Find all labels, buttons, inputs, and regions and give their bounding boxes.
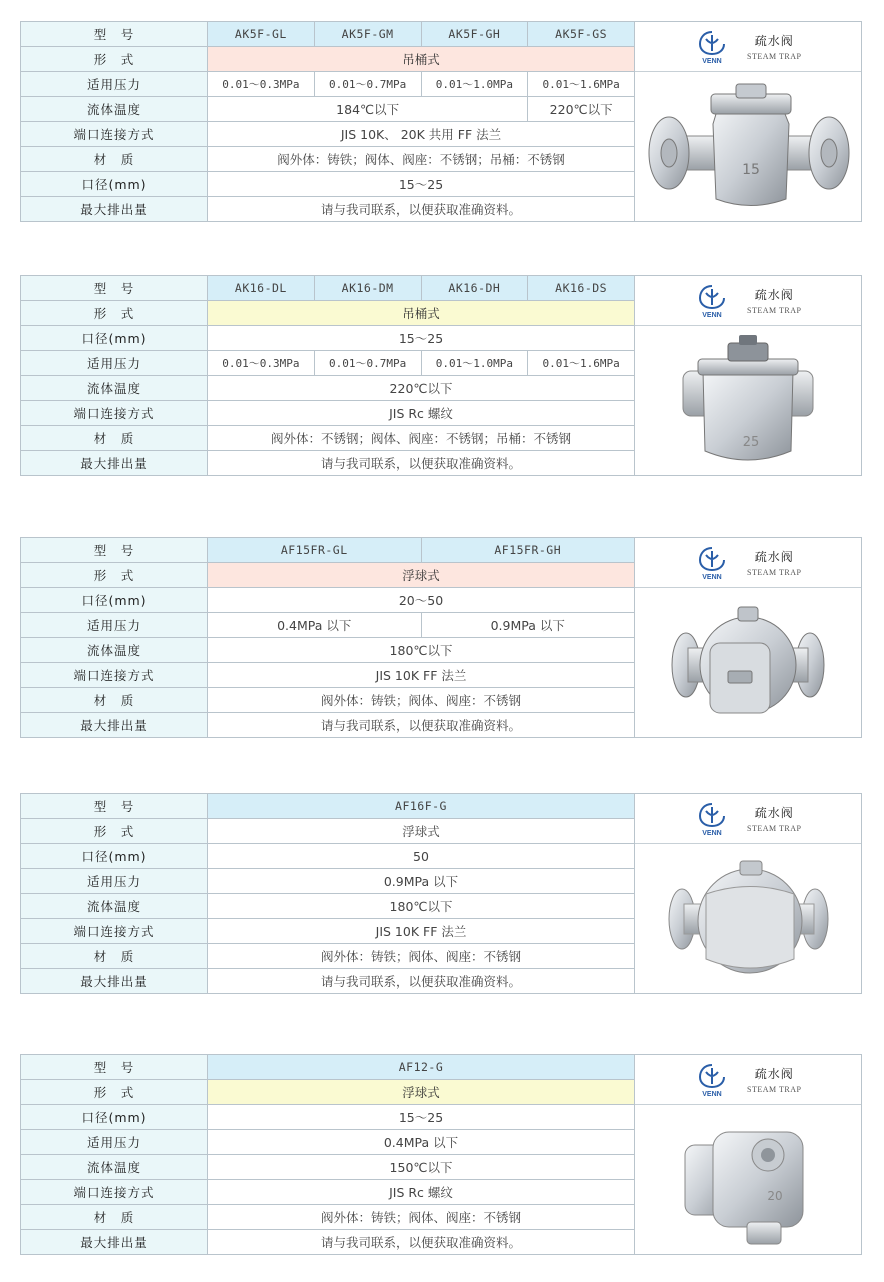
label-model: 型 号 [21,22,208,47]
spec-table [20,793,635,994]
label-model: 型 号 [21,794,208,819]
label-type: 形 式 [21,819,208,844]
label-size: 口径(mm) [21,1105,208,1130]
model-cell: AK5F-GH [421,22,528,47]
label-max-discharge: 最大排出量 [21,713,208,738]
label-material: 材 质 [21,1205,208,1230]
label-type: 形 式 [21,563,208,588]
label-connection: 端口连接方式 [21,401,208,426]
brand-name-en: STEAM TRAP [747,306,802,315]
model-cell: AK16-DM [314,276,421,301]
pressure-value: 0.4MPa 以下 [208,613,422,638]
connection-value: JIS Rc 螺纹 [208,401,635,426]
product-photo [635,326,861,475]
label-temp: 流体温度 [21,1155,208,1180]
steam-trap-float-threaded-image [673,1110,823,1250]
steam-trap-float-large-image [666,849,831,989]
label-pressure: 适用压力 [21,869,208,894]
svg-text:20: 20 [767,1188,783,1203]
label-size: 口径(mm) [21,172,208,197]
label-size: 口径(mm) [21,844,208,869]
product-block-ak16 [20,275,862,476]
venn-logo-icon: VENN [697,545,727,581]
brand-header [635,276,861,326]
label-material: 材 质 [21,426,208,451]
label-model: 型 号 [21,276,208,301]
brand-name-cn: 疏水阀 [754,288,794,302]
max-discharge-value: 请与我司联系，以便获取准确资料。 [208,1230,635,1255]
label-max-discharge: 最大排出量 [21,1230,208,1255]
label-pressure: 适用压力 [21,1130,208,1155]
venn-logo-icon: VENN [697,1062,727,1098]
label-temp: 流体温度 [21,376,208,401]
spec-table [20,21,635,222]
label-type: 形 式 [21,47,208,72]
product-photo [635,588,861,737]
product-photo [635,1105,861,1254]
material-value: 阀外体：不锈钢；阀体、阀座：不锈钢；吊桶：不锈钢 [208,426,635,451]
model-cell: AK16-DH [421,276,528,301]
model-cell: AF15FR-GL [208,538,422,563]
type-value: 吊桶式 [208,47,635,72]
type-value: 浮球式 [208,819,635,844]
pressure-value: 0.01～1.0MPa [421,351,528,376]
size-value: 20～50 [208,588,635,613]
svg-text:15: 15 [741,162,760,178]
label-material: 材 质 [21,944,208,969]
temp-value: 184℃以下 [208,97,528,122]
venn-logo-icon: VENN [697,283,727,319]
product-photo [635,72,861,221]
pressure-value: 0.01～0.7MPa [314,72,421,97]
product-side-panel [635,537,862,738]
material-value: 阀外体：铸铁；阀体、阀座：不锈钢 [208,944,635,969]
model-cell: AK5F-GL [208,22,315,47]
label-temp: 流体温度 [21,638,208,663]
type-value: 浮球式 [208,1080,635,1105]
product-side-panel [635,1054,862,1255]
max-discharge-value: 请与我司联系，以便获取准确资料。 [208,197,635,222]
pressure-value: 0.01～0.3MPa [208,351,315,376]
product-side-panel [635,21,862,222]
label-connection: 端口连接方式 [21,663,208,688]
product-side-panel [635,793,862,994]
label-size: 口径(mm) [21,326,208,351]
brand-name-en: STEAM TRAP [747,568,802,577]
size-value: 50 [208,844,635,869]
material-value: 阀外体：铸铁；阀体、阀座：不锈钢；吊桶：不锈钢 [208,147,635,172]
brand-name-en: STEAM TRAP [747,1085,802,1094]
brand-header [635,538,861,588]
size-value: 15～25 [208,326,635,351]
product-block-af16f [20,793,862,994]
pressure-value: 0.01～0.3MPa [208,72,315,97]
label-pressure: 适用压力 [21,613,208,638]
label-model: 型 号 [21,538,208,563]
model-cell: AF12-G [208,1055,635,1080]
label-material: 材 质 [21,147,208,172]
pressure-value: 0.01～1.0MPa [421,72,528,97]
label-model: 型 号 [21,1055,208,1080]
venn-logo-icon: VENN [697,801,727,837]
temp-value: 180℃以下 [208,638,635,663]
model-cell: AK16-DS [528,276,635,301]
brand-header [635,22,861,72]
temp-value: 220℃以下 [528,97,635,122]
model-cell: AK5F-GM [314,22,421,47]
pressure-value: 0.01～1.6MPa [528,351,635,376]
temp-value: 150℃以下 [208,1155,635,1180]
model-cell: AK5F-GS [528,22,635,47]
brand-header [635,794,861,844]
size-value: 15～25 [208,1105,635,1130]
pressure-value: 0.01～1.6MPa [528,72,635,97]
label-connection: 端口连接方式 [21,919,208,944]
steam-trap-threaded-bucket-image [673,331,823,471]
label-temp: 流体温度 [21,894,208,919]
temp-value: 180℃以下 [208,894,635,919]
brand-name-cn: 疏水阀 [754,806,794,820]
product-side-panel [635,275,862,476]
brand-name-cn: 疏水阀 [754,34,794,48]
label-connection: 端口连接方式 [21,1180,208,1205]
product-block-ak5f [20,21,862,222]
temp-value: 220℃以下 [208,376,635,401]
connection-value: JIS 10K FF 法兰 [208,663,635,688]
connection-value: JIS 10K、 20K 共用 FF 法兰 [208,122,635,147]
max-discharge-value: 请与我司联系，以便获取准确资料。 [208,451,635,476]
model-cell: AF16F-G [208,794,635,819]
steam-trap-flanged-bucket-image [641,74,856,219]
model-cell: AK16-DL [208,276,315,301]
brand-name-en: STEAM TRAP [747,52,802,61]
brand-header [635,1055,861,1105]
label-material: 材 质 [21,688,208,713]
type-value: 浮球式 [208,563,635,588]
max-discharge-value: 请与我司联系，以便获取准确资料。 [208,969,635,994]
brand-name-cn: 疏水阀 [754,1067,794,1081]
label-size: 口径(mm) [21,588,208,613]
type-value: 吊桶式 [208,301,635,326]
svg-text:25: 25 [742,434,760,450]
label-max-discharge: 最大排出量 [21,969,208,994]
pressure-value: 0.9MPa 以下 [421,613,635,638]
model-cell: AF15FR-GH [421,538,635,563]
product-photo [635,844,861,993]
label-max-discharge: 最大排出量 [21,451,208,476]
pressure-value: 0.9MPa 以下 [208,869,635,894]
label-type: 形 式 [21,301,208,326]
spec-table [20,1054,635,1255]
connection-value: JIS Rc 螺纹 [208,1180,635,1205]
material-value: 阀外体：铸铁；阀体、阀座：不锈钢 [208,1205,635,1230]
brand-name-en: STEAM TRAP [747,824,802,833]
size-value: 15～25 [208,172,635,197]
label-connection: 端口连接方式 [21,122,208,147]
product-block-af12 [20,1054,862,1255]
steam-trap-float-flanged-image [668,593,828,733]
spec-table [20,537,635,738]
product-block-af15fr [20,537,862,738]
pressure-value: 0.01～0.7MPa [314,351,421,376]
material-value: 阀外体：铸铁；阀体、阀座：不锈钢 [208,688,635,713]
max-discharge-value: 请与我司联系，以便获取准确资料。 [208,713,635,738]
label-temp: 流体温度 [21,97,208,122]
connection-value: JIS 10K FF 法兰 [208,919,635,944]
brand-name-cn: 疏水阀 [754,550,794,564]
label-pressure: 适用压力 [21,351,208,376]
spec-table [20,275,635,476]
pressure-value: 0.4MPa 以下 [208,1130,635,1155]
label-pressure: 适用压力 [21,72,208,97]
venn-logo-icon: VENN [697,29,727,65]
label-max-discharge: 最大排出量 [21,197,208,222]
label-type: 形 式 [21,1080,208,1105]
